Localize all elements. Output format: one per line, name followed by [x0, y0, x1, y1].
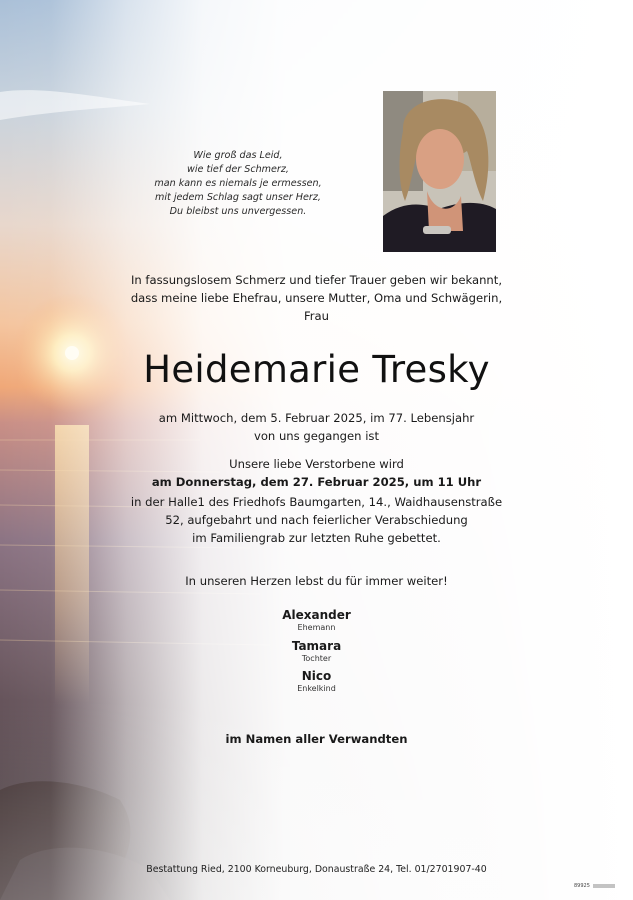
- funeral-date: am Donnerstag, dem 27. Februar 2025, um 11 Uhr: [151, 475, 482, 489]
- mourner: [200, 607, 433, 633]
- deceased-name: Heidemarie Tresky: [143, 348, 490, 391]
- funeral-place: [100, 493, 533, 547]
- mourner-name: Nico: [301, 669, 332, 683]
- funeral-place-line: 52, aufgebahrt und nach feierlicher Verabschiedung: [165, 513, 468, 527]
- funeral-place-line: in der Halle1 des Friedhofs Baumgarten, 14., Waidhausenstraße: [130, 495, 503, 509]
- mourner: [200, 668, 433, 694]
- death-line: am Mittwoch, dem 5. Februar 2025, im 77. Lebensjahr: [158, 411, 475, 425]
- announcement-line: Frau: [303, 309, 330, 323]
- mourner-name: Alexander: [282, 608, 351, 622]
- portrait-photo: [383, 91, 496, 252]
- poem-line: man kann es niemals je ermessen,: [154, 178, 322, 189]
- funeral-place-line: im Familiengrab zur letzten Ruhe gebettet.: [192, 531, 441, 545]
- death-line: von uns gegangen ist: [253, 429, 380, 443]
- announcement-line: dass meine liebe Ehefrau, unsere Mutter, Oma und Schwägerin,: [130, 291, 503, 305]
- closing-line: In unseren Herzen lebst du für immer weiter!: [185, 574, 448, 588]
- mourner-role: Ehemann: [297, 623, 336, 632]
- funeral-intro: Unsere liebe Verstorbene wird: [229, 457, 404, 471]
- mourner-role: Enkelkind: [297, 684, 336, 693]
- memorial-poem: [118, 149, 358, 219]
- mourner-role: Tochter: [301, 654, 332, 663]
- poem-line: mit jedem Schlag sagt unser Herz,: [155, 192, 321, 203]
- poem-line: wie tief der Schmerz,: [187, 164, 289, 175]
- brand-logo: [593, 883, 615, 891]
- mourner-name: Tamara: [291, 639, 342, 653]
- announcement-text: [100, 271, 533, 325]
- death-details: [100, 409, 533, 445]
- mourner: [200, 638, 433, 664]
- poem-line: Wie groß das Leid,: [193, 150, 283, 161]
- announcement-line: In fassungslosem Schmerz und tiefer Trauer geben wir bekannt,: [130, 273, 503, 287]
- relatives-signature: im Namen aller Verwandten: [225, 732, 408, 746]
- document-code: 89925: [574, 883, 590, 889]
- poem-line: Du bleibst uns unvergessen.: [169, 206, 307, 217]
- funeral-home-footer: Bestattung Ried, 2100 Korneuburg, Donaustraße 24, Tel. 01/2701907-40: [146, 864, 487, 875]
